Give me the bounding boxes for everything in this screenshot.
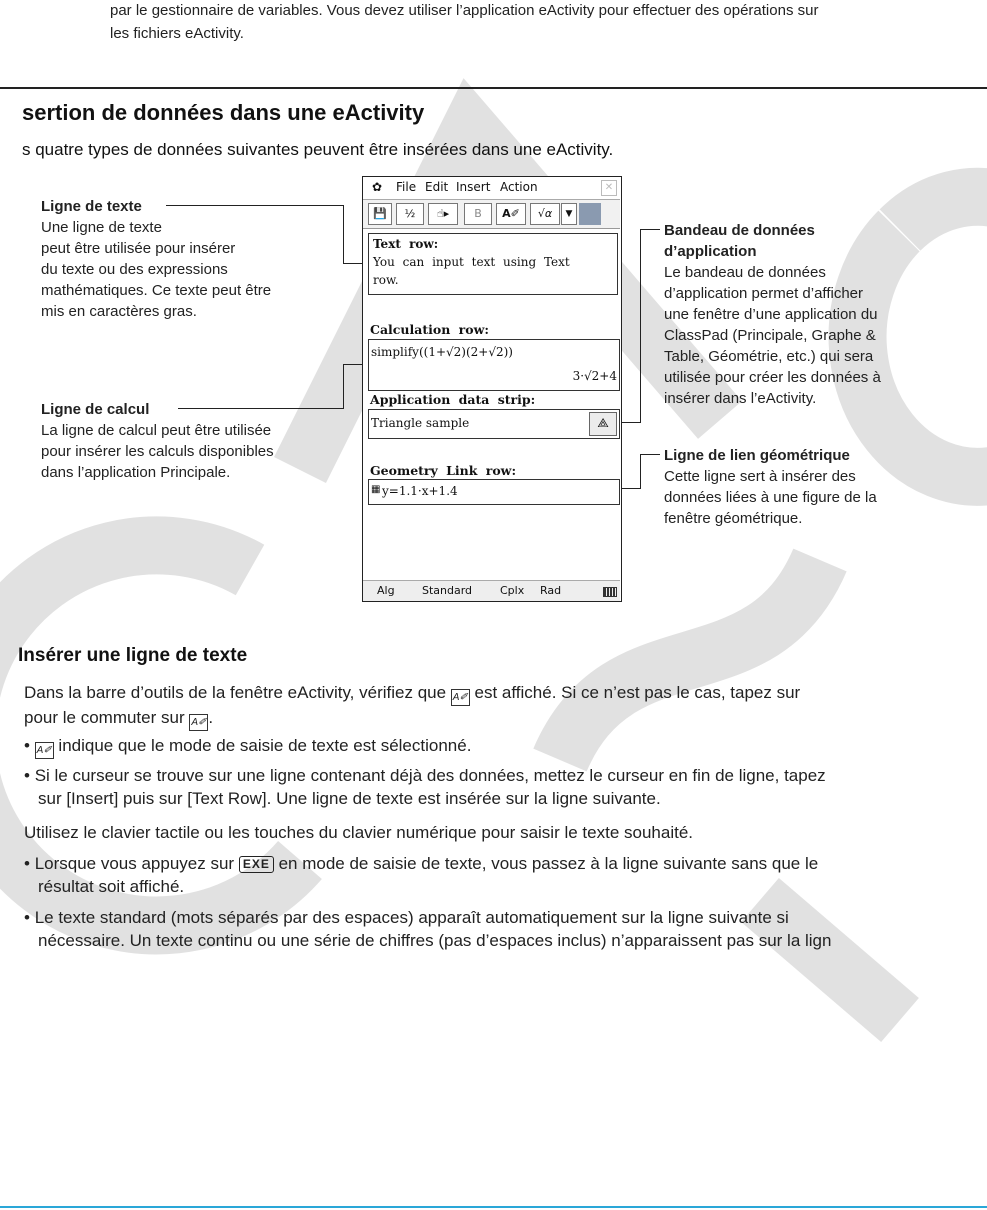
menu-insert[interactable]: Insert (456, 180, 491, 194)
close-icon[interactable]: ✕ (601, 180, 617, 196)
footer-rule (0, 1206, 987, 1208)
callout-line: fenêtre géométrique. (664, 510, 803, 527)
bullet-2: • Si le curseur se trouve sur une ligne contenant déjà des données, mettez le curseur en fin de ligne, tapez sur [Insert] puis sur [Text Row]. Une ligne de texte est insérée sur la ligne suivante. (24, 766, 826, 808)
exe-key: EXE (239, 856, 274, 873)
procedure-step-2: Utilisez le clavier tactile ou les touches du clavier numérique pour saisir le texte souhaité. (24, 823, 693, 842)
callout-geo-link-title: Ligne de lien géométrique (664, 447, 850, 464)
math-mode-icon[interactable]: √α (530, 203, 560, 225)
callout-line: Cette ligne sert à insérer des (664, 468, 856, 485)
callout-app-strip-title: Bandeau de données (664, 222, 815, 239)
procedure-step-1: Dans la barre d’outils de la fenêtre eActivity, vérifiez que A✐ est affiché. Si ce n’est pas le cas, tapez sur pour le commuter sur A✐ . (24, 681, 974, 731)
bold-button[interactable]: B (464, 203, 492, 225)
intro-line-2: les fichiers eActivity. (110, 25, 244, 42)
geometry-app-icon[interactable]: ⟁ (589, 412, 617, 436)
leader-line (640, 454, 641, 488)
bullet-1: • A✐ indique que le mode de saisie de texte est sélectionné. (24, 734, 974, 759)
chevron-down-icon[interactable]: ▼ (561, 203, 577, 225)
bullet-text: Le texte standard (mots séparés par des espaces) apparaît automatiquement sur la ligne suivante si (34, 908, 789, 927)
callout-text-row (41, 196, 341, 322)
callout-line: mis en caractères gras. (41, 303, 197, 320)
leader-line (640, 229, 660, 230)
step-text: Dans la barre d’outils de la fenêtre eActivity, vérifiez que (24, 683, 447, 702)
callout-line: peut être utilisée pour insérer (41, 240, 236, 257)
callout-line: Le bandeau de données (664, 264, 826, 281)
calc-row-box[interactable] (368, 339, 620, 391)
leader-line (343, 364, 344, 409)
status-bar (363, 580, 620, 601)
callout-line: insérer dans l’eActivity. (664, 390, 817, 407)
bullet-text: Si le curseur se trouve sur une ligne contenant déjà des données, mettez le curseur en fin de ligne, tapez (34, 766, 826, 785)
bullet-text: sur [Insert] puis sur [Text Row]. Une ligne de texte est insérée sur la ligne suivante. (38, 789, 661, 808)
text-row-label: Text row: (373, 237, 439, 251)
classpad-screen (362, 176, 622, 602)
leader-line (640, 229, 641, 423)
callout-text-row-title: Ligne de texte (41, 198, 142, 215)
geo-link-value: y=1.1·x+1.4 (382, 484, 458, 498)
text-mode-icon[interactable]: A✐ (496, 203, 526, 225)
callout-line: d’application permet d’afficher (664, 285, 864, 302)
battery-icon (603, 587, 617, 597)
bullet-text: résultat soit affiché. (38, 877, 185, 896)
callout-geo-link (664, 445, 974, 529)
bullet-text: nécessaire. Un texte continu ou une série de chiffres (pas d’espaces inclus) n’apparaissent pas sur la lign (38, 931, 832, 950)
callout-line: Table, Géométrie, etc.) qui sera (664, 348, 874, 365)
leader-line (640, 454, 660, 455)
step-text: est affiché. Si ce n’est pas le cas, tapez sur (474, 683, 801, 702)
intro-text (110, 0, 970, 45)
menu-edit[interactable]: Edit (425, 180, 449, 194)
callout-app-strip (664, 220, 974, 409)
leader-line (166, 205, 344, 206)
leader-line (343, 205, 344, 264)
callout-line: mathématiques. Ce texte peut être (41, 282, 272, 299)
callout-line: une fenêtre d’une application du (664, 306, 878, 323)
callout-line: dans l’application Principale. (41, 464, 231, 481)
bullet-text: Lorsque vous appuyez sur (34, 854, 235, 873)
step-text: pour le commuter sur (24, 708, 185, 727)
calc-result: 3·√2+4 (572, 369, 617, 383)
geo-link-row-box[interactable] (368, 479, 620, 505)
callout-line: pour insérer les calculs disponibles (41, 443, 274, 460)
status-alg[interactable]: Alg (377, 584, 395, 597)
callout-line: données liées à une figure de la (664, 489, 877, 506)
status-rad[interactable]: Rad (540, 584, 562, 597)
text-mode-icon: A✐ (189, 714, 208, 731)
callout-line: Une ligne de texte (41, 219, 162, 236)
text-row-line: row. (373, 273, 399, 287)
status-cplx[interactable]: Cplx (500, 584, 525, 597)
text-mode-icon: A✐ (451, 689, 470, 706)
callout-line: du texte ou des expressions (41, 261, 228, 278)
callout-app-strip-title-2: d’application (664, 243, 757, 260)
section-rule (0, 87, 987, 89)
leader-line (178, 408, 344, 409)
text-row-line: You can input text using Text (373, 255, 570, 269)
callout-line: utilisée pour créer les données à (664, 369, 881, 386)
procedure-heading: Insérer une ligne de texte (18, 645, 248, 666)
geometry-link-icon: ▦ (371, 484, 381, 495)
toolbar (363, 200, 620, 229)
hand-pointer-icon[interactable]: ☝▸ (428, 203, 458, 225)
menu-file[interactable]: File (396, 180, 417, 194)
bullet-3: • Lorsque vous appuyez sur EXE en mode de saisie de texte, vous passez à la ligne suivante sans que le résultat soit affiché. (24, 854, 819, 896)
callout-line: La ligne de calcul peut être utilisée (41, 422, 272, 439)
geo-link-label: Geometry Link row: (370, 463, 517, 478)
toolbar-scroll-block (579, 203, 601, 225)
intro-line-1: par le gestionnaire de variables. Vous devez utiliser l’application eActivity pour effectuer des opérations sur (110, 2, 819, 19)
strip-value: Triangle sample (371, 416, 470, 430)
text-mode-icon: A✐ (35, 742, 54, 759)
leader-line (620, 488, 641, 489)
section-subtitle: s quatre types de données suivantes peuvent être insérées dans une eActivity. (22, 140, 614, 159)
calc-input: simplify((1+√2)(2+√2)) (371, 345, 513, 359)
section-title: sertion de données dans une eActivity (22, 100, 425, 125)
bullet-4: • Le texte standard (mots séparés par des espaces) apparaît automatiquement sur la ligne suivante si nécessaire. Un texte continu ou une série de chiffres (pas d’espaces inclus) n’apparaissent pas sur la lign (24, 908, 832, 950)
bullet-text: en mode de saisie de texte, vous passez à la ligne suivante sans que le (278, 854, 819, 873)
bullet-text: indique que le mode de saisie de texte est sélectionné. (58, 736, 472, 755)
app-data-strip[interactable] (368, 409, 620, 439)
callout-line: ClassPad (Principale, Graphe & (664, 327, 876, 344)
save-icon[interactable]: 💾 (368, 203, 392, 225)
status-standard[interactable]: Standard (422, 584, 473, 597)
menu-bar (363, 177, 620, 200)
callout-calc-row-title: Ligne de calcul (41, 401, 150, 418)
calc-row-label: Calculation row: (370, 322, 489, 337)
fraction-decimal-icon[interactable]: ½ (396, 203, 424, 225)
text-row-box[interactable] (368, 233, 618, 295)
menu-action[interactable]: Action (500, 180, 538, 194)
callout-calc-row (41, 399, 341, 483)
strip-label: Application data strip: (370, 392, 536, 407)
gear-icon[interactable]: ✿ (372, 180, 383, 194)
